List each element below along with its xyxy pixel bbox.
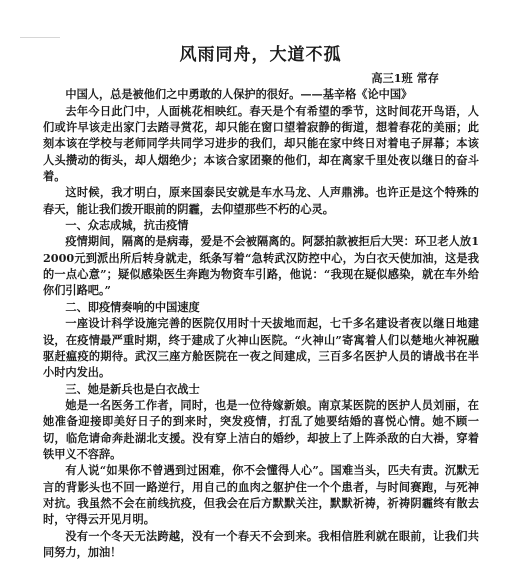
body-paragraph: 没有一个冬天无法跨越，没有一个春天不会到来。我相信胜利就在眼前，让我们共同努力，加油！ <box>43 528 479 559</box>
body-paragraph: 她是一名医务工作者，同时，也是一位待嫁新娘。南京某医院的医护人员刘丽，在她准备迎接即美好日子的到来时，突发疫情，打乱了她要结婚的喜悦心情。她不顾一切，临危请命奔赴湖北支援。没有穿上洁白的婚纱，却披上了上阵杀敌的白大褂，穿着铁甲义不容辞。 <box>43 397 479 461</box>
body-paragraph: 疫情期间，隔离的是病毒，爱是不会被隔离的。阿瑟拍款被拒后大哭：环卫老人放12000元到派出所后转身就走，纸条写着“急转武汉防控中心，为白衣天使加油，这是我的一点心意”；疑似感染医生奔跑为物资车引路，他说：“我现在疑似感染，就在车外给你们引路吧。” <box>43 234 479 298</box>
section-heading: 一、众志成城，抗击疫情 <box>65 218 189 233</box>
section-heading: 三、她是新兵也是白衣战士 <box>65 381 200 396</box>
document-title: 风雨同舟，大道不孤 <box>179 45 342 65</box>
body-paragraph: 这时候，我才明白，原来国泰民安就是车水马龙、人声鼎沸。也许正是这个特殊的春天，能让我们拨开眼前的阴霾，去仰望那些不朽的心灵。 <box>43 185 479 216</box>
body-paragraph: 有人说“如果你不曾遇到过困难，你不会懂得人心”。国难当头，匹夫有责。沉默无言的背影头也不回一路逆行，用自己的血肉之躯护住一个个患者，与时间赛跑，与死神对抗。我虽然不会在前线抗疫，但我会在后方默默关注，默默祈祷，祈祷阴霾终有散去时，守得云开见月明。 <box>43 463 479 527</box>
body-paragraph: 去年今日此门中，人面桃花相映红。春天是个有希望的季节，这时间花开鸟语，人们或许早该走出家门去踏寻赏花，却只能在窗口望着寂静的街道，想着春花的美丽；此刻本该在学校与老师同学共同学习进步的我们，却只能在家中终日对着电子屏幕；本该人头攒动的街头，却人烟绝少；本该合家团聚的他们，却在离家千里处夜以继日的奋斗着。 <box>43 103 479 184</box>
body-paragraph: 一座设计科学设施完善的医院仅用时十天拔地而起，七千多名建设者夜以继日地建设，在疫情最严重时期，终于建成了火神山医院。“火神山”寄寓着人们以楚地火神祝融驱赶瘟疫的期待。武汉三座方舱医院在一夜之间建成，三百多名医护人员的请战书在半小时内发出。 <box>43 316 479 380</box>
body-paragraph: 中国人，总是被他们之中勇敢的人保护的很好。——基辛格《论中国》 <box>65 87 413 102</box>
header-rule <box>20 37 60 38</box>
section-heading: 二、即疫情奏响的中国速度 <box>65 299 200 314</box>
document-body <box>43 70 479 560</box>
author-line: 高三1班 常存 <box>371 71 439 85</box>
